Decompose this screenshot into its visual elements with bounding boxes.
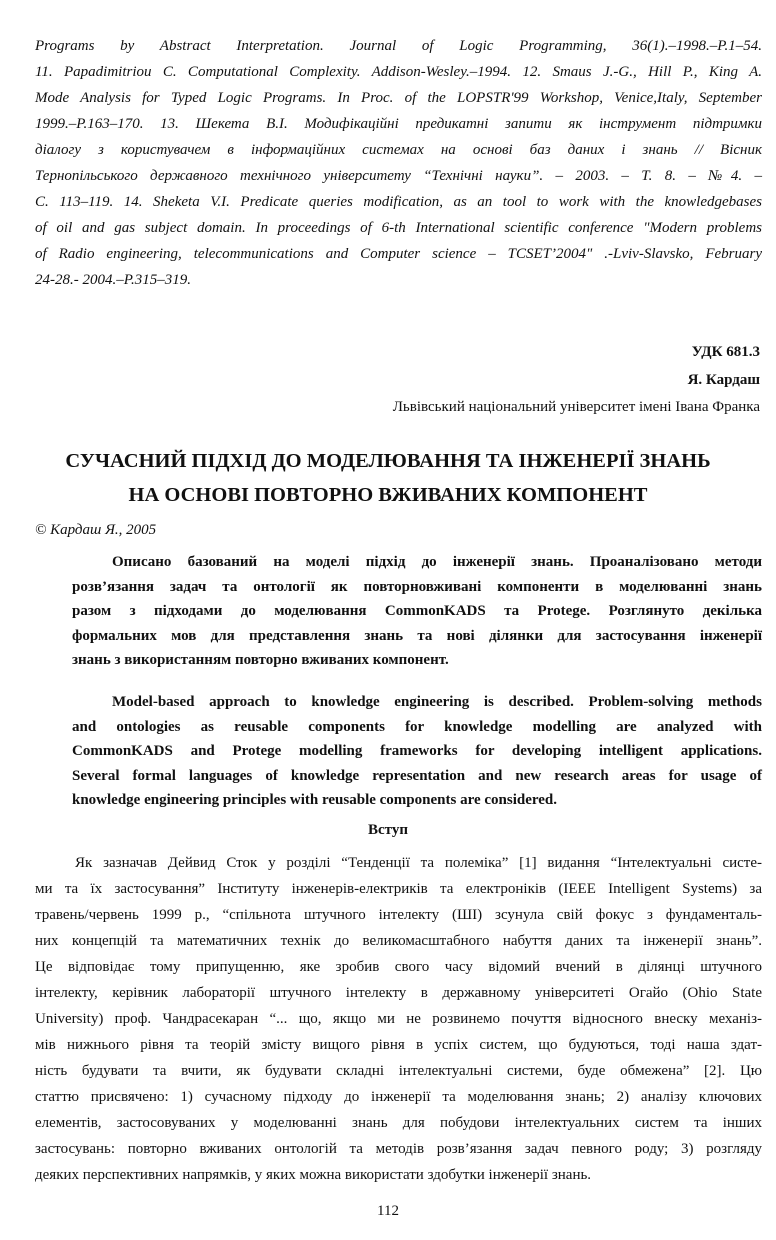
article-title-line-1: СУЧАСНИЙ ПІДХІД ДО МОДЕЛЮВАННЯ ТА ІНЖЕНЕРІЇ ЗНАНЬ [65, 450, 711, 472]
text-line: формальних мов для представлення знань та нові ділянки для застосування інженерії [72, 627, 762, 644]
text-line: knowledge engineering principles with reusable components are considered. [72, 792, 558, 808]
references-continuation [35, 33, 762, 293]
text-line: них концепцій та математичних технік до великомасштабного набуття даних та інженерії знань”. [35, 933, 762, 949]
text-line: of oil and gas subject domain. In proceedings of 6-th International scientific conference "Modern problems [35, 220, 762, 236]
text-line: 1999.–P.163–170. 13. Шекета В.І. Модифікаційні предикатні запити як інструмент підтримки [35, 116, 762, 132]
author-name: Я. Кардаш [687, 372, 760, 388]
text-line: 24-28.- 2004.–P.315–319. [35, 272, 191, 288]
text-line: статтю присвячено: 1) сучасному підходу до інженерії та моделювання знань; 2) аналізу ключових [35, 1089, 762, 1105]
text-line: елементів, застосовуваних у моделюванні знань для побудови інтелектуальних систем та інших [35, 1115, 762, 1131]
text-line: Model-based approach to knowledge engineering is described. Problem-solving methods [112, 694, 762, 710]
text-line: травень/червень 1999 р., “спільнота штучного інтелекту (ШІ) зсунула свій фокус з фундаменталь- [35, 907, 762, 923]
author-affiliation: Львівський національний університет імені Івана Франка [392, 399, 760, 415]
text-line: Programs by Abstract Interpretation. Journal of Logic Programming, 36(1).–1998.–P.1–54. [35, 38, 762, 54]
text-line: ність будувати та вчити, як будувати складні інтелектуальні системи, буде обмежена” [2]. Цю [35, 1063, 762, 1079]
text-line: 11. Papadimitriou C. Computational Complexity. Addison-Wesley.–1994. 12. Smaus J.-G., Hill P., King A. [35, 64, 762, 80]
section-body [35, 850, 762, 1188]
text-line: деяких перспективних напрямків, у яких можна використати здобутки інженерії знань. [35, 1167, 592, 1183]
text-line: мів нижнього рівня та теорій змісту вищого рівня в успіх систем, що будуються, тоді наша здат- [35, 1037, 762, 1053]
text-line: разом з підходами до моделювання CommonKADS та Protege. Розглянуто декілька [72, 603, 762, 619]
text-line: Як зазначав Дейвид Сток у розділі “Тенденції та полеміка” [1] видання “Інтелектуальні систе- [75, 855, 762, 871]
text-line: діалогу з користувачем в інформаційних системах на основі баз даних і знань // Вісник [35, 142, 762, 158]
text-line: Це відповідає тому припущенню, яке зробив свого часу відомий вчений в ділянці штучного [35, 959, 762, 975]
abstract-english [72, 690, 762, 813]
section-heading: Вступ [368, 822, 408, 838]
text-line: Тернопільського державного технічного університету “Технічні науки”. – 2003. – Т. 8. – №4. – [35, 168, 762, 184]
text-line: знань з використанням повторно вживаних компонент. [72, 652, 449, 668]
text-line: застосувань: повторно вживаних онтологій та методів розв’язання задач певного роду; 3) розгляду [35, 1141, 762, 1157]
text-line: CommonKADS and Protege modelling frameworks for developing intelligent applications. [72, 743, 762, 759]
text-line: Описано базований на моделі підхід до інженерії знань. Проаналізовано методи [112, 554, 762, 570]
text-line: розв’язання задач та онтології як повторновживані компоненти в моделюванні знань [72, 578, 762, 595]
text-line: of Radio engineering, telecommunications and Computer science – TCSET’2004" .-Lviv-Slavsko, February [35, 246, 762, 262]
article-title-line-2: НА ОСНОВІ ПОВТОРНО ВЖИВАНИХ КОМПОНЕНТ [128, 484, 648, 506]
text-line: and ontologies as reusable components for knowledge modelling are analyzed with [72, 718, 762, 735]
text-line: Mode Analysis for Typed Logic Programs. In Proc. of the LOPSTR'99 Workshop, Venice,Italy, September [35, 90, 762, 106]
text-line: ми та їх застосування” Інституту інженерів-електриків та електроніків (IEEE Intelligent Systems) за [35, 881, 762, 897]
copyright-notice: © Кардаш Я., 2005 [35, 522, 157, 538]
page-number: 112 [377, 1203, 399, 1219]
udk-code: УДК 681.3 [691, 344, 760, 360]
text-line: Several formal languages of knowledge representation and new research areas for usage of [72, 767, 762, 784]
abstract-ukrainian [72, 550, 762, 673]
text-line: С. 113–119. 14. Sheketa V.I. Predicate queries modification, as an tool to work with the knowledgebases [35, 194, 762, 210]
text-line: інтелекту, керівник лабораторії штучного інтелекту в державному університеті Огайо (Ohio State [35, 985, 762, 1001]
text-line: University) проф. Чандрасекаран “... що, якщо ми не розвинемо почуття відносного внеску механіз- [35, 1011, 762, 1027]
